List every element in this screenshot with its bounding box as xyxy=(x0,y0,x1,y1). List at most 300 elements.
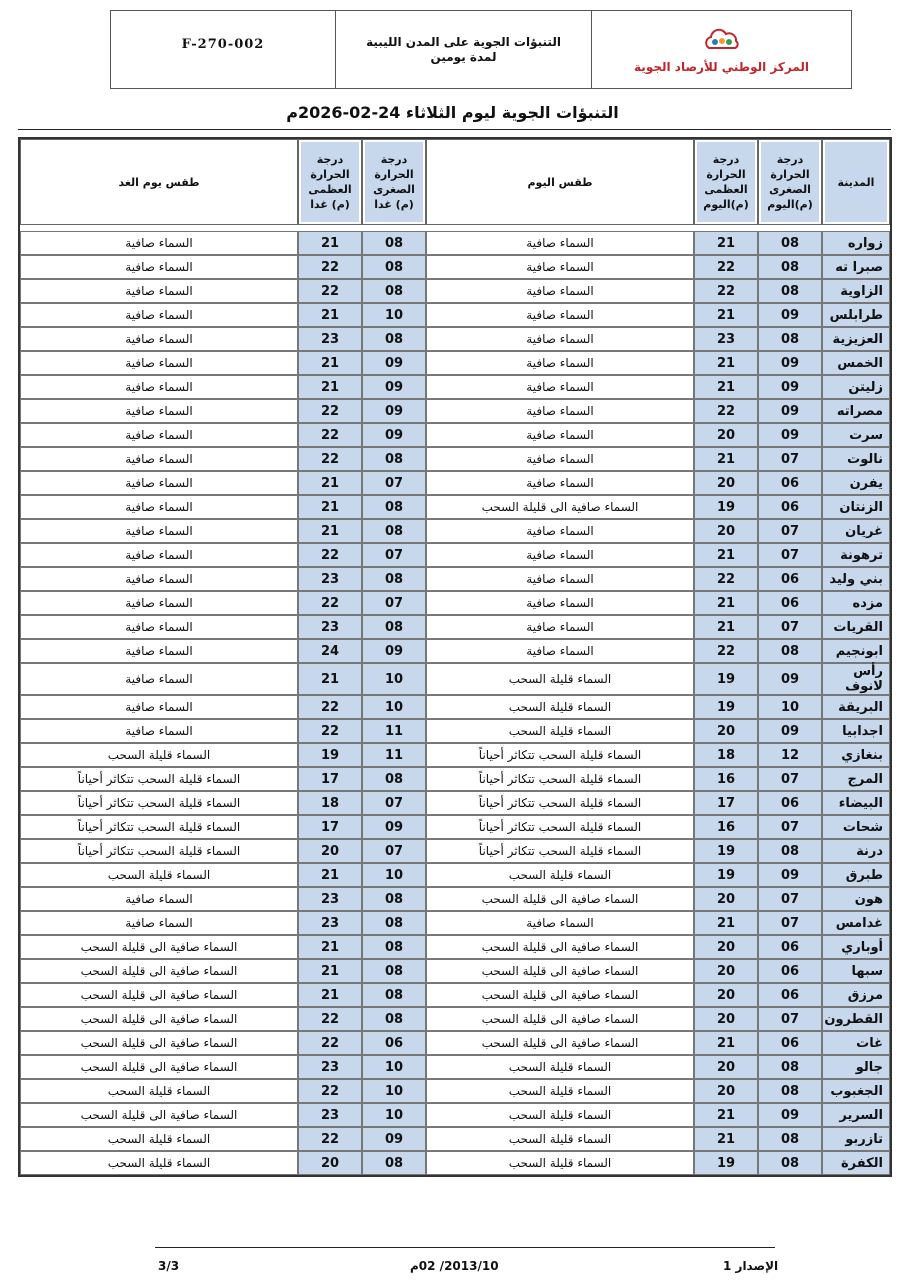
today-max-cell: 20 xyxy=(694,887,758,911)
city-cell: غات xyxy=(822,1031,890,1055)
today-weather-cell: السماء قليلة السحب xyxy=(426,695,694,719)
today-min-cell: 07 xyxy=(758,767,822,791)
page-number: 3/3 xyxy=(158,1259,180,1273)
tomorrow-weather-cell: السماء صافية xyxy=(20,255,298,279)
today-weather-cell: السماء صافية الى قليلة السحب xyxy=(426,495,694,519)
forecast-rows xyxy=(20,231,890,1175)
today-min-cell: 07 xyxy=(758,447,822,471)
org-name: المركز الوطني للأرصاد الجوية xyxy=(634,59,809,74)
tomorrow-max-cell: 21 xyxy=(298,863,362,887)
col-header-city: المدينة xyxy=(822,139,890,225)
table-row xyxy=(20,791,890,815)
tomorrow-min-cell: 07 xyxy=(362,543,426,567)
tomorrow-max-cell: 20 xyxy=(298,1151,362,1175)
today-max-cell: 23 xyxy=(694,327,758,351)
today-weather-cell: السماء صافية xyxy=(426,639,694,663)
tomorrow-weather-cell: السماء قليلة السحب xyxy=(20,1151,298,1175)
tomorrow-max-cell: 21 xyxy=(298,935,362,959)
table-row xyxy=(20,935,890,959)
tomorrow-weather-cell: السماء قليلة السحب xyxy=(20,743,298,767)
today-min-cell: 06 xyxy=(758,1031,822,1055)
today-weather-cell: السماء صافية xyxy=(426,423,694,447)
today-min-cell: 06 xyxy=(758,959,822,983)
today-weather-cell: السماء صافية xyxy=(426,327,694,351)
city-cell: غريان xyxy=(822,519,890,543)
city-cell: ابونجيم xyxy=(822,639,890,663)
col-header-today-weather: طقس اليوم xyxy=(426,139,694,225)
today-min-cell: 09 xyxy=(758,719,822,743)
city-cell: القطرون xyxy=(822,1007,890,1031)
today-weather-cell: السماء صافية الى قليلة السحب xyxy=(426,935,694,959)
today-min-cell: 08 xyxy=(758,839,822,863)
issue-number: الإصدار 1 xyxy=(723,1259,779,1273)
city-cell: الزنتان xyxy=(822,495,890,519)
today-weather-cell: السماء صافية الى قليلة السحب xyxy=(426,887,694,911)
tomorrow-max-cell: 22 xyxy=(298,1079,362,1103)
today-weather-cell: السماء قليلة السحب xyxy=(426,1055,694,1079)
today-min-cell: 07 xyxy=(758,543,822,567)
tomorrow-weather-cell: السماء قليلة السحب xyxy=(20,1079,298,1103)
tomorrow-weather-cell: السماء قليلة السحب تتكاثر أحياناً xyxy=(20,839,298,863)
today-weather-cell: السماء قليلة السحب xyxy=(426,719,694,743)
table-row xyxy=(20,663,890,695)
today-min-cell: 09 xyxy=(758,303,822,327)
city-cell: الخمس xyxy=(822,351,890,375)
city-cell: مصراته xyxy=(822,399,890,423)
doc-title-line1: التنبؤات الجوية على المدن الليبية xyxy=(366,34,561,49)
today-max-cell: 20 xyxy=(694,423,758,447)
tomorrow-max-cell: 21 xyxy=(298,663,362,695)
tomorrow-min-cell: 09 xyxy=(362,351,426,375)
today-max-cell: 16 xyxy=(694,815,758,839)
tomorrow-max-cell: 21 xyxy=(298,303,362,327)
table-row xyxy=(20,1151,890,1175)
city-cell: البيضاء xyxy=(822,791,890,815)
table-row xyxy=(20,695,890,719)
today-weather-cell: السماء قليلة السحب تتكاثر أحياناً xyxy=(426,815,694,839)
tomorrow-weather-cell: السماء صافية xyxy=(20,231,298,255)
tomorrow-max-cell: 21 xyxy=(298,495,362,519)
table-row xyxy=(20,639,890,663)
city-cell: ترهونة xyxy=(822,543,890,567)
table-row xyxy=(20,327,890,351)
today-max-cell: 16 xyxy=(694,767,758,791)
today-min-cell: 09 xyxy=(758,663,822,695)
city-cell: تازربو xyxy=(822,1127,890,1151)
doc-title-line2: لمدة يومين xyxy=(430,49,497,64)
today-weather-cell: السماء صافية xyxy=(426,255,694,279)
city-cell: زليتن xyxy=(822,375,890,399)
today-weather-cell: السماء صافية xyxy=(426,231,694,255)
tomorrow-weather-cell: السماء صافية xyxy=(20,447,298,471)
tomorrow-weather-cell: السماء صافية xyxy=(20,567,298,591)
today-weather-cell: السماء صافية الى قليلة السحب xyxy=(426,959,694,983)
today-min-cell: 08 xyxy=(758,327,822,351)
tomorrow-max-cell: 22 xyxy=(298,591,362,615)
tomorrow-weather-cell: السماء صافية الى قليلة السحب xyxy=(20,1031,298,1055)
tomorrow-min-cell: 08 xyxy=(362,495,426,519)
today-weather-cell: السماء صافية xyxy=(426,615,694,639)
tomorrow-max-cell: 22 xyxy=(298,447,362,471)
table-row xyxy=(20,1031,890,1055)
table-row xyxy=(20,495,890,519)
table-row xyxy=(20,567,890,591)
city-cell: هون xyxy=(822,887,890,911)
weather-cloud-logo-icon xyxy=(700,26,744,54)
today-weather-cell: السماء صافية xyxy=(426,519,694,543)
today-weather-cell: السماء قليلة السحب تتكاثر أحياناً xyxy=(426,767,694,791)
table-row xyxy=(20,887,890,911)
tomorrow-min-cell: 10 xyxy=(362,1103,426,1127)
tomorrow-max-cell: 23 xyxy=(298,1055,362,1079)
tomorrow-weather-cell: السماء صافية xyxy=(20,663,298,695)
today-weather-cell: السماء قليلة السحب تتكاثر أحياناً xyxy=(426,743,694,767)
city-cell: درنة xyxy=(822,839,890,863)
today-min-cell: 08 xyxy=(758,639,822,663)
title-divider xyxy=(18,129,891,130)
tomorrow-max-cell: 22 xyxy=(298,279,362,303)
today-weather-cell: السماء صافية xyxy=(426,279,694,303)
city-cell: طبرق xyxy=(822,863,890,887)
today-weather-cell: السماء صافية xyxy=(426,351,694,375)
tomorrow-min-cell: 06 xyxy=(362,1031,426,1055)
today-min-cell: 07 xyxy=(758,1007,822,1031)
today-min-cell: 10 xyxy=(758,695,822,719)
city-cell: اجدابيا xyxy=(822,719,890,743)
tomorrow-weather-cell: السماء قليلة السحب تتكاثر أحياناً xyxy=(20,767,298,791)
tomorrow-min-cell: 08 xyxy=(362,327,426,351)
tomorrow-weather-cell: السماء صافية xyxy=(20,543,298,567)
tomorrow-min-cell: 09 xyxy=(362,815,426,839)
tomorrow-min-cell: 08 xyxy=(362,447,426,471)
today-weather-cell: السماء صافية xyxy=(426,911,694,935)
tomorrow-weather-cell: السماء صافية xyxy=(20,591,298,615)
col-header-today-min: درجة الحرارة الصغرى (م)اليوم xyxy=(758,139,822,225)
tomorrow-min-cell: 09 xyxy=(362,423,426,447)
table-row xyxy=(20,471,890,495)
city-cell: البريقة xyxy=(822,695,890,719)
tomorrow-weather-cell: السماء صافية xyxy=(20,471,298,495)
table-row xyxy=(20,1103,890,1127)
table-header-row xyxy=(20,139,890,225)
today-max-cell: 21 xyxy=(694,1127,758,1151)
today-min-cell: 09 xyxy=(758,1103,822,1127)
forecast-table xyxy=(18,137,892,1177)
table-row xyxy=(20,423,890,447)
table-row xyxy=(20,375,890,399)
today-weather-cell: السماء صافية xyxy=(426,399,694,423)
today-max-cell: 19 xyxy=(694,663,758,695)
today-weather-cell: السماء قليلة السحب تتكاثر أحياناً xyxy=(426,791,694,815)
today-min-cell: 08 xyxy=(758,1055,822,1079)
today-min-cell: 07 xyxy=(758,911,822,935)
today-weather-cell: السماء قليلة السحب xyxy=(426,1103,694,1127)
tomorrow-min-cell: 09 xyxy=(362,1127,426,1151)
tomorrow-min-cell: 11 xyxy=(362,743,426,767)
today-weather-cell: السماء صافية xyxy=(426,591,694,615)
city-cell: بنغازي xyxy=(822,743,890,767)
city-cell: جالو xyxy=(822,1055,890,1079)
tomorrow-max-cell: 18 xyxy=(298,791,362,815)
tomorrow-weather-cell: السماء صافية xyxy=(20,695,298,719)
tomorrow-min-cell: 08 xyxy=(362,1151,426,1175)
tomorrow-min-cell: 08 xyxy=(362,767,426,791)
page-title: التنبؤات الجوية ليوم الثلاثاء 24-02-2026م xyxy=(286,103,619,122)
today-min-cell: 06 xyxy=(758,791,822,815)
today-weather-cell: السماء صافية الى قليلة السحب xyxy=(426,1031,694,1055)
today-min-cell: 09 xyxy=(758,351,822,375)
table-row xyxy=(20,959,890,983)
tomorrow-weather-cell: السماء صافية xyxy=(20,399,298,423)
tomorrow-max-cell: 21 xyxy=(298,519,362,543)
table-row xyxy=(20,519,890,543)
tomorrow-min-cell: 08 xyxy=(362,615,426,639)
city-cell: غدامس xyxy=(822,911,890,935)
table-row xyxy=(20,543,890,567)
today-min-cell: 06 xyxy=(758,983,822,1007)
tomorrow-min-cell: 08 xyxy=(362,279,426,303)
today-min-cell: 08 xyxy=(758,1127,822,1151)
tomorrow-max-cell: 22 xyxy=(298,1007,362,1031)
today-weather-cell: السماء صافية xyxy=(426,375,694,399)
tomorrow-min-cell: 10 xyxy=(362,863,426,887)
today-max-cell: 21 xyxy=(694,1031,758,1055)
tomorrow-min-cell: 08 xyxy=(362,1007,426,1031)
tomorrow-max-cell: 21 xyxy=(298,231,362,255)
tomorrow-min-cell: 08 xyxy=(362,519,426,543)
tomorrow-weather-cell: السماء صافية xyxy=(20,639,298,663)
today-weather-cell: السماء قليلة السحب xyxy=(426,1079,694,1103)
today-weather-cell: السماء صافية الى قليلة السحب xyxy=(426,1007,694,1031)
today-max-cell: 19 xyxy=(694,1151,758,1175)
tomorrow-min-cell: 07 xyxy=(362,839,426,863)
today-weather-cell: السماء صافية xyxy=(426,303,694,327)
tomorrow-weather-cell: السماء صافية xyxy=(20,887,298,911)
today-max-cell: 21 xyxy=(694,911,758,935)
tomorrow-max-cell: 23 xyxy=(298,887,362,911)
tomorrow-max-cell: 19 xyxy=(298,743,362,767)
tomorrow-max-cell: 22 xyxy=(298,719,362,743)
tomorrow-max-cell: 21 xyxy=(298,471,362,495)
tomorrow-max-cell: 23 xyxy=(298,327,362,351)
tomorrow-min-cell: 09 xyxy=(362,639,426,663)
col-header-tomorrow-weather: طقس يوم الغد xyxy=(20,139,298,225)
city-cell: مرزق xyxy=(822,983,890,1007)
tomorrow-max-cell: 21 xyxy=(298,351,362,375)
table-row xyxy=(20,615,890,639)
city-cell: العزيزية xyxy=(822,327,890,351)
today-min-cell: 06 xyxy=(758,935,822,959)
today-min-cell: 08 xyxy=(758,255,822,279)
tomorrow-max-cell: 23 xyxy=(298,615,362,639)
today-weather-cell: السماء صافية xyxy=(426,447,694,471)
tomorrow-max-cell: 22 xyxy=(298,695,362,719)
tomorrow-weather-cell: السماء صافية xyxy=(20,375,298,399)
tomorrow-weather-cell: السماء صافية xyxy=(20,279,298,303)
tomorrow-min-cell: 08 xyxy=(362,935,426,959)
today-min-cell: 06 xyxy=(758,495,822,519)
today-weather-cell: السماء قليلة السحب تتكاثر أحياناً xyxy=(426,839,694,863)
org-block xyxy=(592,11,851,88)
tomorrow-weather-cell: السماء قليلة السحب xyxy=(20,1127,298,1151)
tomorrow-weather-cell: السماء صافية xyxy=(20,351,298,375)
tomorrow-weather-cell: السماء صافية xyxy=(20,423,298,447)
tomorrow-weather-cell: السماء صافية xyxy=(20,519,298,543)
city-cell: الكفرة xyxy=(822,1151,890,1175)
today-weather-cell: السماء قليلة السحب xyxy=(426,663,694,695)
today-max-cell: 21 xyxy=(694,1103,758,1127)
table-row xyxy=(20,399,890,423)
tomorrow-max-cell: 22 xyxy=(298,1127,362,1151)
tomorrow-max-cell: 23 xyxy=(298,1103,362,1127)
city-cell: المرج xyxy=(822,767,890,791)
today-weather-cell: السماء قليلة السحب xyxy=(426,1151,694,1175)
table-row xyxy=(20,279,890,303)
issue-date: 2013/10/ 02م xyxy=(410,1259,499,1273)
today-min-cell: 08 xyxy=(758,279,822,303)
doc-code: F-270-002 xyxy=(111,11,336,88)
city-cell: سبها xyxy=(822,959,890,983)
today-max-cell: 21 xyxy=(694,375,758,399)
today-min-cell: 06 xyxy=(758,591,822,615)
tomorrow-max-cell: 20 xyxy=(298,839,362,863)
today-max-cell: 19 xyxy=(694,695,758,719)
today-min-cell: 08 xyxy=(758,231,822,255)
today-max-cell: 20 xyxy=(694,1055,758,1079)
tomorrow-weather-cell: السماء صافية الى قليلة السحب xyxy=(20,1055,298,1079)
tomorrow-weather-cell: السماء قليلة السحب تتكاثر أحياناً xyxy=(20,791,298,815)
today-max-cell: 20 xyxy=(694,519,758,543)
today-max-cell: 22 xyxy=(694,639,758,663)
today-max-cell: 20 xyxy=(694,719,758,743)
tomorrow-weather-cell: السماء قليلة السحب xyxy=(20,863,298,887)
today-max-cell: 21 xyxy=(694,303,758,327)
today-weather-cell: السماء صافية xyxy=(426,567,694,591)
today-max-cell: 21 xyxy=(694,615,758,639)
today-max-cell: 20 xyxy=(694,1079,758,1103)
tomorrow-max-cell: 17 xyxy=(298,767,362,791)
table-row xyxy=(20,351,890,375)
table-row xyxy=(20,1127,890,1151)
today-min-cell: 07 xyxy=(758,519,822,543)
today-min-cell: 06 xyxy=(758,567,822,591)
tomorrow-max-cell: 23 xyxy=(298,911,362,935)
city-cell: سرت xyxy=(822,423,890,447)
today-max-cell: 22 xyxy=(694,567,758,591)
today-max-cell: 18 xyxy=(694,743,758,767)
today-max-cell: 20 xyxy=(694,959,758,983)
today-min-cell: 09 xyxy=(758,375,822,399)
tomorrow-min-cell: 08 xyxy=(362,567,426,591)
today-min-cell: 09 xyxy=(758,863,822,887)
tomorrow-max-cell: 17 xyxy=(298,815,362,839)
today-max-cell: 19 xyxy=(694,863,758,887)
table-row xyxy=(20,1079,890,1103)
tomorrow-max-cell: 22 xyxy=(298,543,362,567)
today-min-cell: 07 xyxy=(758,887,822,911)
col-header-today-max: درجة الحرارة العظمى (م)اليوم xyxy=(694,139,758,225)
table-row xyxy=(20,743,890,767)
city-cell: يفرن xyxy=(822,471,890,495)
tomorrow-min-cell: 08 xyxy=(362,959,426,983)
footer-divider xyxy=(155,1247,775,1248)
table-row xyxy=(20,815,890,839)
tomorrow-max-cell: 24 xyxy=(298,639,362,663)
tomorrow-min-cell: 10 xyxy=(362,663,426,695)
city-cell: مزده xyxy=(822,591,890,615)
table-row xyxy=(20,255,890,279)
tomorrow-weather-cell: السماء قليلة السحب تتكاثر أحياناً xyxy=(20,815,298,839)
today-weather-cell: السماء صافية الى قليلة السحب xyxy=(426,983,694,1007)
tomorrow-weather-cell: السماء صافية xyxy=(20,495,298,519)
tomorrow-weather-cell: السماء صافية الى قليلة السحب xyxy=(20,1007,298,1031)
tomorrow-min-cell: 08 xyxy=(362,255,426,279)
table-row xyxy=(20,839,890,863)
city-cell: بني وليد xyxy=(822,567,890,591)
today-max-cell: 21 xyxy=(694,591,758,615)
table-row xyxy=(20,911,890,935)
today-min-cell: 09 xyxy=(758,423,822,447)
today-max-cell: 21 xyxy=(694,543,758,567)
today-max-cell: 22 xyxy=(694,399,758,423)
city-cell: الزاوية xyxy=(822,279,890,303)
today-min-cell: 12 xyxy=(758,743,822,767)
col-header-tomorrow-min: درجة الحرارة الصغرى (م) غدا xyxy=(362,139,426,225)
today-max-cell: 21 xyxy=(694,447,758,471)
today-max-cell: 21 xyxy=(694,231,758,255)
tomorrow-weather-cell: السماء صافية xyxy=(20,327,298,351)
today-min-cell: 06 xyxy=(758,471,822,495)
tomorrow-min-cell: 08 xyxy=(362,887,426,911)
table-row xyxy=(20,719,890,743)
today-max-cell: 20 xyxy=(694,471,758,495)
tomorrow-min-cell: 07 xyxy=(362,591,426,615)
document-header xyxy=(110,10,852,89)
today-max-cell: 21 xyxy=(694,351,758,375)
tomorrow-max-cell: 21 xyxy=(298,983,362,1007)
tomorrow-min-cell: 10 xyxy=(362,1055,426,1079)
tomorrow-min-cell: 08 xyxy=(362,983,426,1007)
tomorrow-weather-cell: السماء صافية الى قليلة السحب xyxy=(20,935,298,959)
today-max-cell: 20 xyxy=(694,983,758,1007)
tomorrow-max-cell: 22 xyxy=(298,423,362,447)
tomorrow-min-cell: 07 xyxy=(362,791,426,815)
tomorrow-max-cell: 22 xyxy=(298,399,362,423)
tomorrow-min-cell: 10 xyxy=(362,695,426,719)
table-row xyxy=(20,447,890,471)
tomorrow-max-cell: 23 xyxy=(298,567,362,591)
tomorrow-min-cell: 10 xyxy=(362,303,426,327)
today-max-cell: 19 xyxy=(694,495,758,519)
tomorrow-weather-cell: السماء صافية xyxy=(20,719,298,743)
tomorrow-weather-cell: السماء صافية الى قليلة السحب xyxy=(20,1103,298,1127)
city-cell: طرابلس xyxy=(822,303,890,327)
city-cell: نالوت xyxy=(822,447,890,471)
tomorrow-weather-cell: السماء صافية الى قليلة السحب xyxy=(20,959,298,983)
table-row xyxy=(20,303,890,327)
today-min-cell: 08 xyxy=(758,1079,822,1103)
table-row xyxy=(20,1007,890,1031)
today-max-cell: 17 xyxy=(694,791,758,815)
tomorrow-max-cell: 21 xyxy=(298,959,362,983)
table-row xyxy=(20,767,890,791)
tomorrow-weather-cell: السماء صافية الى قليلة السحب xyxy=(20,983,298,1007)
today-weather-cell: السماء صافية xyxy=(426,471,694,495)
tomorrow-weather-cell: السماء صافية xyxy=(20,615,298,639)
tomorrow-min-cell: 11 xyxy=(362,719,426,743)
today-max-cell: 20 xyxy=(694,935,758,959)
table-row xyxy=(20,1055,890,1079)
